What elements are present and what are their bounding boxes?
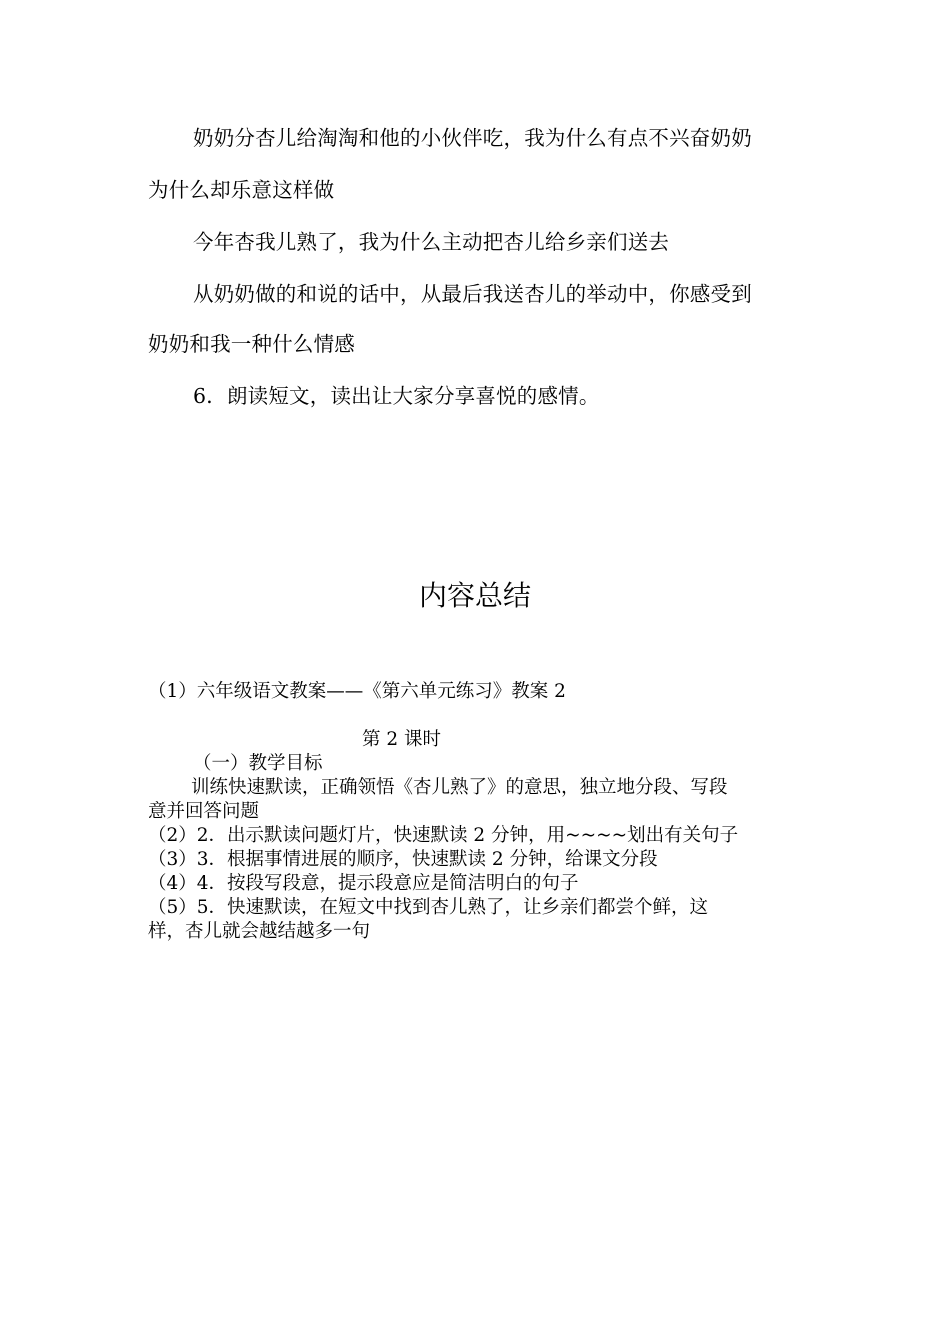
question-line-3: 从奶奶做的和说的话中，从最后我送杏儿的举动中，你感受到 <box>193 282 752 306</box>
reading-task: 6．朗读短文，读出让大家分享喜悦的感情。 <box>193 384 600 408</box>
lesson-label: 第 2 课时 <box>362 729 442 750</box>
summary-item-5: （5）5．快速默读，在短文中找到杏儿熟了，让乡亲们都尝个鲜，这 <box>148 897 709 918</box>
summary-item-1: （1）六年级语文教案——《第六单元练习》教案 2 <box>148 681 566 702</box>
summary-item-5-cont: 样，杏儿就会越结越多一句 <box>148 921 371 942</box>
question-line-1: 奶奶分杏儿给淘淘和他的小伙伴吃，我为什么有点不兴奋奶奶 <box>193 126 752 150</box>
question-line-1-cont: 为什么却乐意这样做 <box>148 178 335 202</box>
goal-heading: （一）教学目标 <box>193 753 323 774</box>
goal-text-line-2: 意并回答问题 <box>148 801 260 822</box>
summary-item-4: （4）4．按段写段意，提示段意应是简洁明白的句子 <box>148 873 579 894</box>
question-line-3-cont: 奶奶和我一种什么情感 <box>148 332 355 356</box>
summary-title: 内容总结 <box>418 579 531 612</box>
summary-item-2: （2）2．出示默读问题灯片，快速默读 2 分钟，用~~~~划出有关句子 <box>148 825 739 846</box>
summary-item-3: （3）3．根据事情进展的顺序，快速默读 2 分钟，给课文分段 <box>148 849 658 870</box>
question-line-2: 今年杏我儿熟了，我为什么主动把杏儿给乡亲们送去 <box>193 230 670 254</box>
goal-text-line-1: 训练快速默读，正确领悟《杏儿熟了》的意思，独立地分段、写段 <box>191 777 728 798</box>
